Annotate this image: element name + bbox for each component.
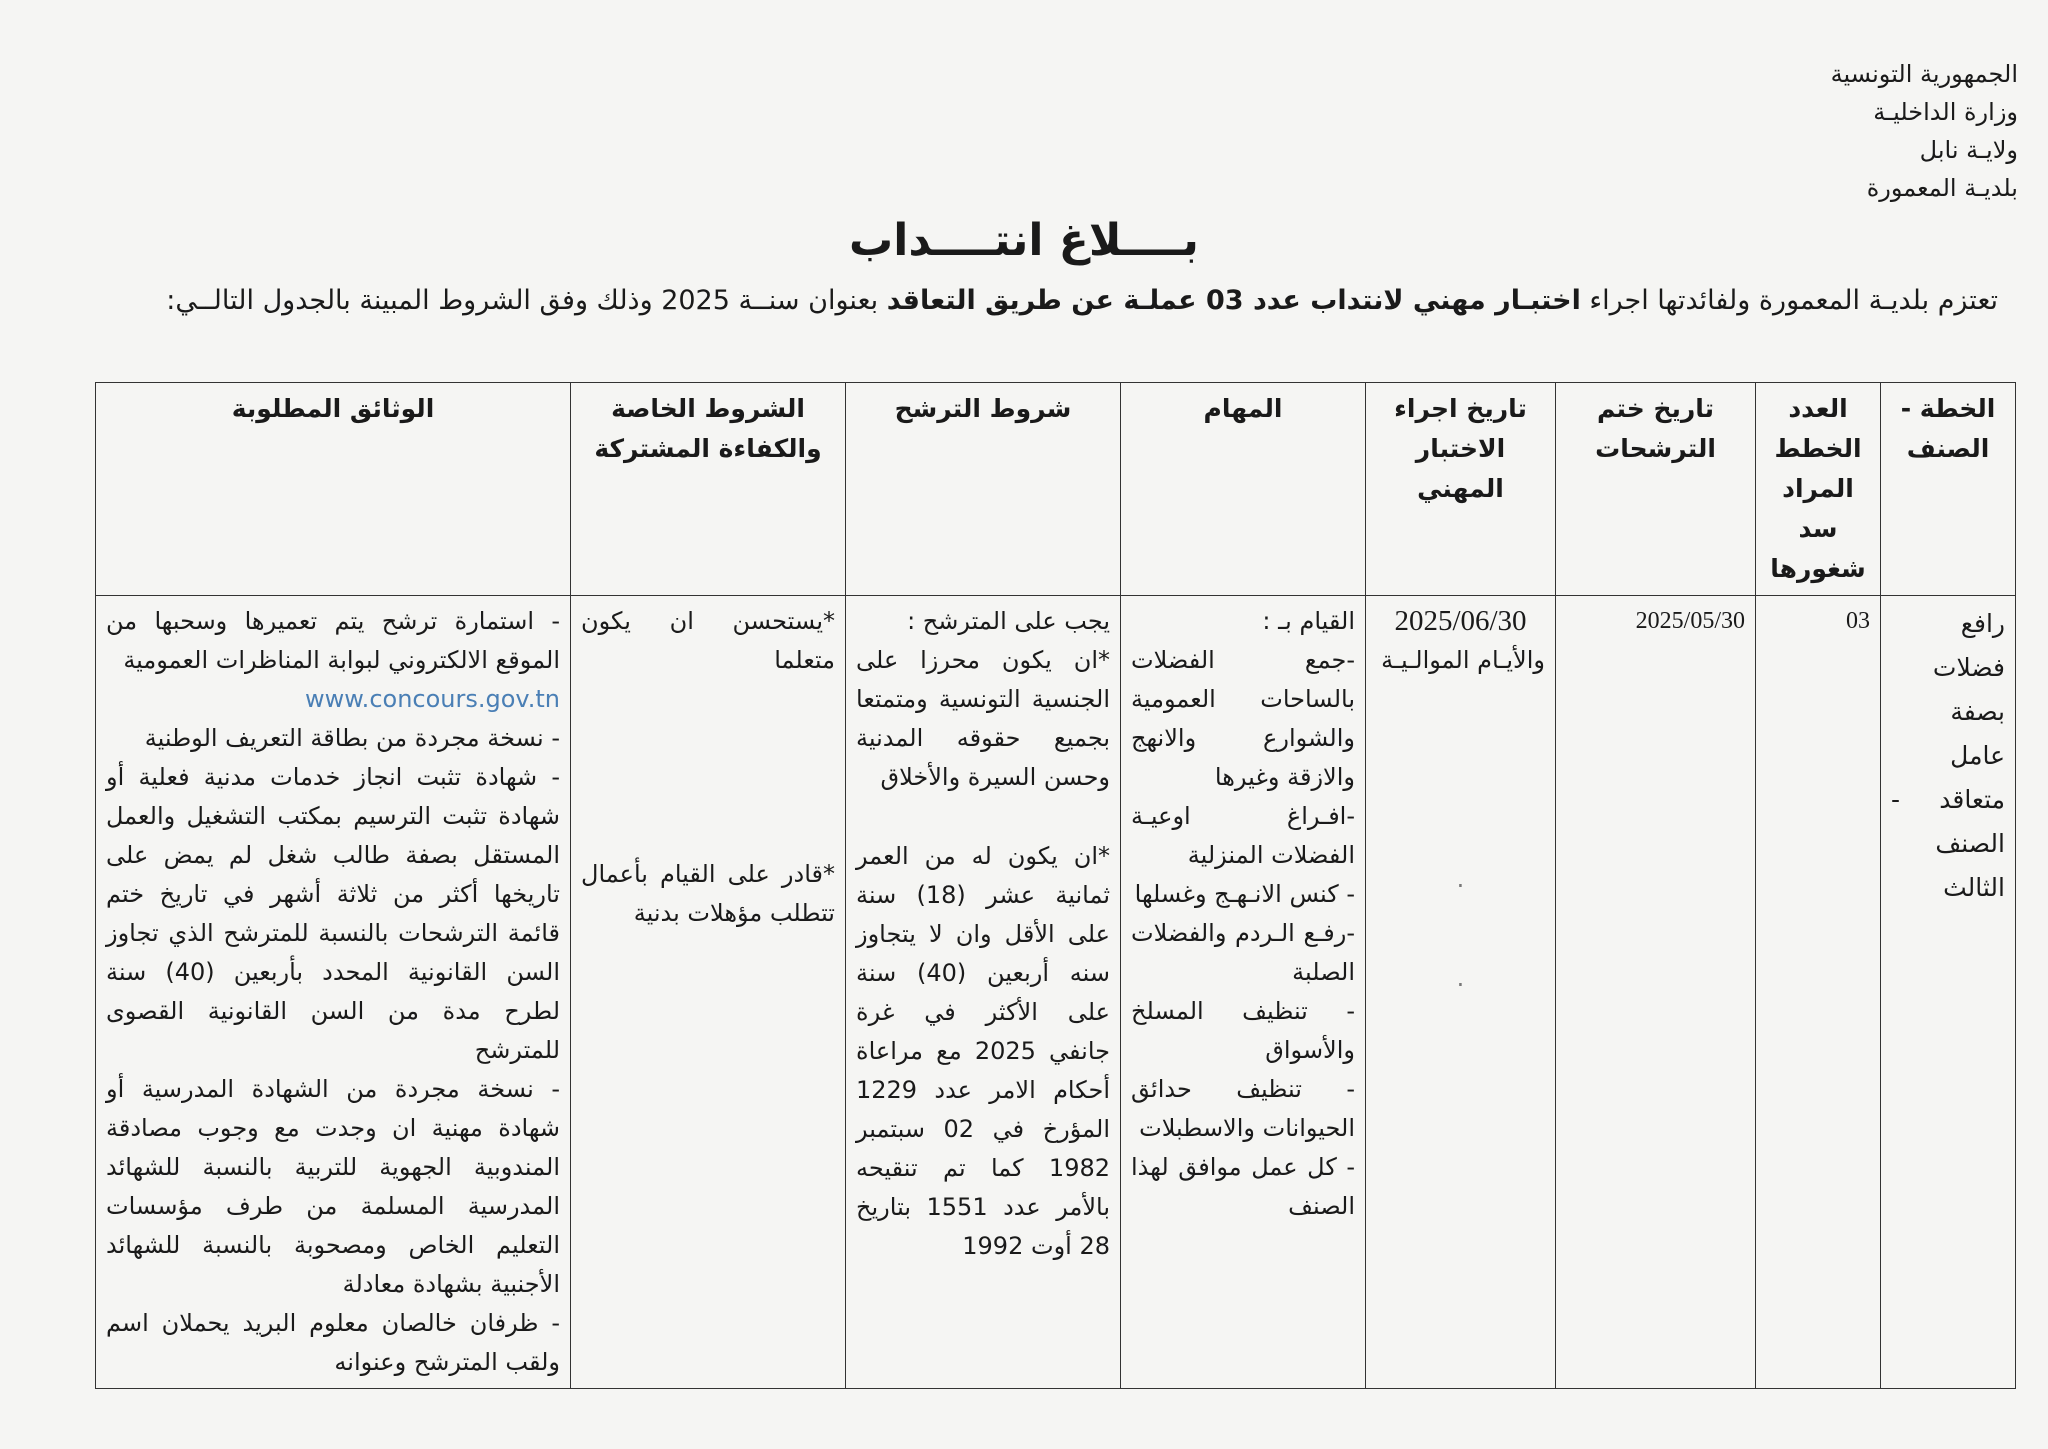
cell-conditions [846,596,1121,1389]
header-special: الشروط الخاصة والكفاءة المشتركة [571,383,846,596]
task-item: - تنظيف حدائق الحيوانات والاسطبلات [1131,1075,1355,1142]
special-item: *يستحسن ان يكون متعلما [581,607,835,674]
cell-grade: رافع فضلات بصفة عامل متعاقد - الصنف الثالث [1881,596,2016,1389]
issuer-header [1658,55,2018,207]
recruitment-table [95,382,2016,1389]
test-date-note: والأيـام الموالـيـة [1381,646,1545,674]
intro-part-1: تعتزم بلديـة المعمورة ولفائدتها اجراء [1580,285,1998,316]
document-item: - ظرفان خالصان معلوم البريد يحملان اسم ولقب المترشح وعنوانه [106,1309,560,1376]
table-header-row [96,383,2016,596]
cell-count: 03 [1756,596,1881,1389]
header-test-date: تاريخ اجراء الاختبار المهني [1366,383,1556,596]
document-item: - نسخة مجردة من الشهادة المدرسية أو شهادة مهنية ان وجدت مع وجوب مصادقة المندوبية الجهوية للتربية بالنسبة للشهائد المدرسية المسلمة من طرف مؤسسات التعليم الخاص ومصحوبة بالنسبة للشهائد الأجنبية بشهادة معادلة [106,1075,560,1298]
header-count: العدد الخطط المراد سد شغورها [1756,383,1881,596]
header-governorate: ولايـة نابل [1919,136,2018,164]
cell-test-date: 2025/06/30 والأيـام الموالـيـة . . [1366,596,1556,1389]
header-conditions: شروط الترشح [846,383,1121,596]
header-documents: الوثائق المطلوبة [96,383,571,596]
task-item: -افـراغ اوعيـة الفضلات المنزلية [1131,802,1355,869]
intro-paragraph [78,278,1998,323]
header-grade: الخطة - الصنف [1881,383,2016,596]
intro-bold: اختبـار مهني لانتداب عدد 03 عملـة عن طريق التعاقد [886,285,1581,316]
intro-part-2: بعنوان سنــة 2025 وذلك وفق الشروط المبينة بالجدول التالــي: [166,285,887,316]
task-item: القيام بـ : [1262,607,1355,635]
header-ministry: وزارة الداخليـة [1873,98,2018,126]
header-municipality: بلديـة المعمورة [1866,174,2018,202]
page-title: بــــلاغ انتــــداب [849,215,1199,266]
special-item: *قادر على القيام بأعمال تتطلب مؤهلات بدنية [581,860,835,927]
table-row [96,596,2016,1389]
task-item: - تنظيف المسلخ والأسواق [1131,997,1355,1064]
condition-item: *ان يكون له من العمر ثمانية عشر (18) سنة على الأقل وان لا يتجاوز سنه أربعين (40) سنة على الأكثر في غرة جانفي 2025 مع مراعاة أحكام الامر عدد 1229 المؤرخ في 02 سبتمبر 1982 كما تم تنقيحه بالأمر عدد 1551 بتاريخ 28 أوت 1992 [856,842,1111,1260]
condition-item: *ان يكون محرزا على الجنسية التونسية ومتمتعا بجميع حقوقه المدنية وحسن السيرة والأخلاق [856,646,1110,791]
task-item: - كل عمل موافق لهذا الصنف [1131,1153,1355,1220]
task-item: -جمع الفضلات بالساحات العمومية والشوارع والانهج والازقة وغيرها [1131,646,1355,791]
condition-item: يجب على المترشح : [907,607,1110,635]
cell-special [571,596,846,1389]
cell-close-date: 2025/05/30 [1556,596,1756,1389]
contest-portal-link[interactable]: www.concours.gov.tn [305,685,560,713]
document-item: - استمارة ترشح يتم تعميرها وسحبها من الموقع الالكتروني لبوابة المناظرات العمومية [106,607,560,674]
cell-documents [96,596,571,1389]
cell-tasks [1121,596,1366,1389]
task-item: - كنس الانـهـج وغسلها [1134,880,1355,908]
document-item: - نسخة مجردة من بطاقة التعريف الوطنية [144,724,560,752]
header-tasks: المهام [1121,383,1366,596]
header-republic: الجمهورية التونسية [1830,60,2018,88]
task-item: -رفـع الـردم والفضلات الصلبة [1131,919,1355,986]
document-item: - شهادة تثبت انجاز خدمات مدنية فعلية أو شهادة تثبت الترسيم بمكتب التشغيل والعمل المستقل بصفة طالب شغل لم يمض على تاريخها أكثر من ثلاثة أشهر في تاريخ ختم قائمة الترشحات بالنسبة للمترشح الذي تجاوز السن القانونية المحدد بأربعين (40) سنة لطرح مدة من السن القانونية القصوى للمترشح [106,763,560,1064]
test-date-value: 2025/06/30 [1394,605,1527,637]
header-close-date: تاريخ ختم الترشحات [1556,383,1756,596]
